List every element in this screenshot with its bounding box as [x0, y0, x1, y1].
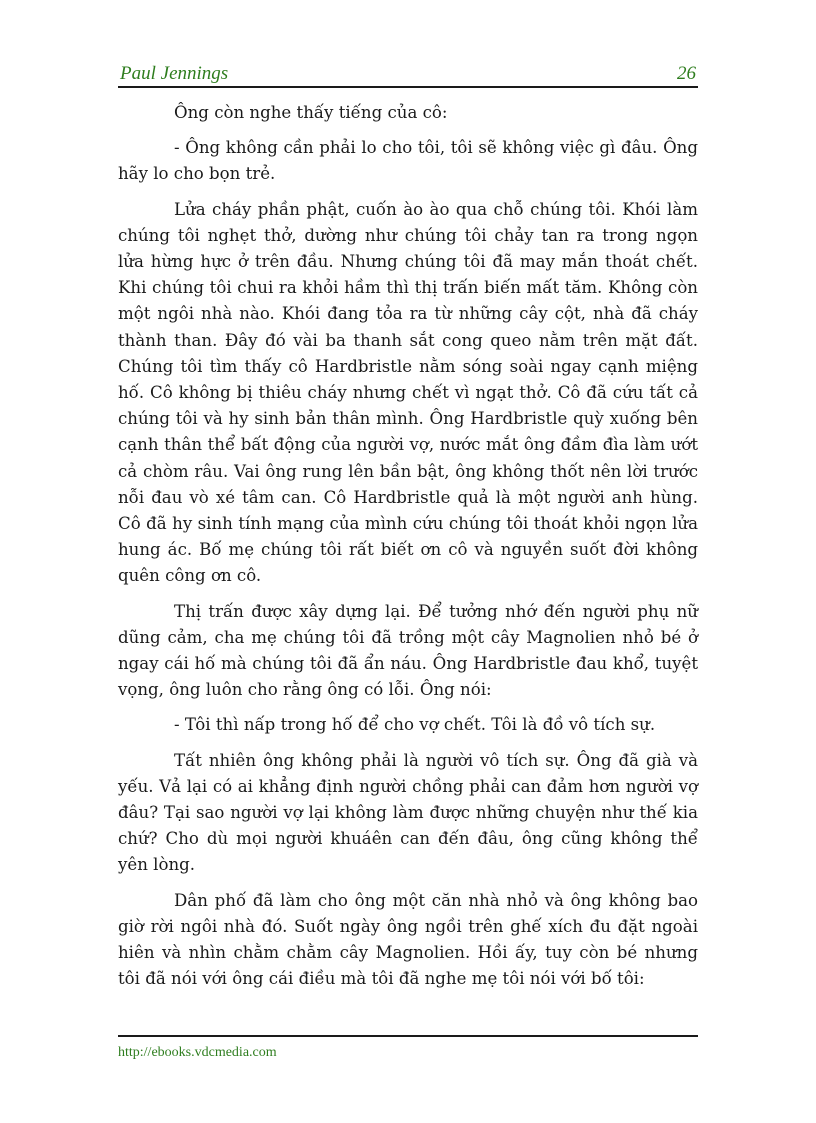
paragraph: Thị trấn được xây dựng lại. Để tưởng nhớ đến người phụ nữ dũng cảm, cha mẹ chúng tôi đã trồng một cây Magnolien nhỏ bé ở ngay cái hố mà chúng tôi đã ẩn náu. Ông Hardbristle đau khổ, tuyệt vọng, ông luôn cho rằng ông có lỗi. Ông nói:	[118, 601, 698, 700]
paragraph: Tất nhiên ông không phải là người vô tích sự. Ông đã già và yếu. Vả lại có ai khẳng định người chồng phải can đảm hơn người vợ đâu? Tại sao người vợ lại không làm được những chuyện như thế kia chứ? Cho dù mọi người khuáên can đến đâu, ông cũng không thể yên lòng.	[118, 750, 698, 875]
paragraph: - Tôi thì nấp trong hố để cho vợ chết. Tôi là đồ vô tích sự.	[174, 715, 656, 735]
footer-divider	[118, 1035, 698, 1037]
paragraph: Ông còn nghe thấy tiếng của cô:	[174, 103, 448, 122]
author-name: Paul Jennings	[120, 63, 229, 84]
page-number: 26	[677, 63, 696, 84]
footer-url-link[interactable]: http://ebooks.vdcmedia.com	[118, 1045, 277, 1060]
paragraph: - Ông không cần phải lo cho tôi, tôi sẽ không việc gì đâu. Ông hãy lo cho bọn trẻ.	[118, 138, 698, 184]
paragraph: Lửa cháy phần phật, cuốn ào ào qua chỗ chúng tôi. Khói làm chúng tôi nghẹt thở, dường như chúng tôi chảy tan ra trong ngọn lửa hừng hực ở trên đầu. Nhưng chúng tôi đã may mắn thoát chết. Khi chúng tôi chui ra khỏi hầm thì thị trấn biến mất tăm. Không còn một ngôi nhà nào. Khói đang tỏa ra từ những cây cột, nhà đã cháy thành than. Đây đó vài ba thanh sắt cong queo nằm trên mặt đất. Chúng tôi tìm thấy cô Hardbristle nằm sóng soài ngay cạnh miệng hố. Cô không bị thiêu cháy nhưng chết vì ngạt thở. Cô đã cứu tất cả chúng tôi và hy sinh bản thân mình. Ông Hardbristle quỳ xuống bên cạnh thân thể bất động của người vợ, nước mắt ông đầm đìa làm ướt cả chòm râu. Vai ông rung lên bần bật, ông không thốt nên lời trước nỗi đau vò xé tâm can. Cô Hardbristle quả là một người anh hùng. Cô đã hy sinh tính mạng của mình cứu chúng tôi thoát khỏi ngọn lửa hung ác. Bố mẹ chúng tôi rất biết ơn cô và nguyền suốt đời không quên công ơn cô.	[118, 199, 698, 586]
paragraph: Dân phố đã làm cho ông một căn nhà nhỏ và ông không bao giờ rời ngôi nhà đó. Suốt ngày ông ngồi trên ghế xích đu đặt ngoài hiên và nhìn chằm chằm cây Magnolien. Hồi ấy, tuy còn bé nhưng tôi đã nói với ông cái điều mà tôi đã nghe mẹ tôi nói với bố tôi:	[118, 890, 698, 989]
body-text	[118, 100, 698, 1002]
page-header	[118, 62, 698, 88]
